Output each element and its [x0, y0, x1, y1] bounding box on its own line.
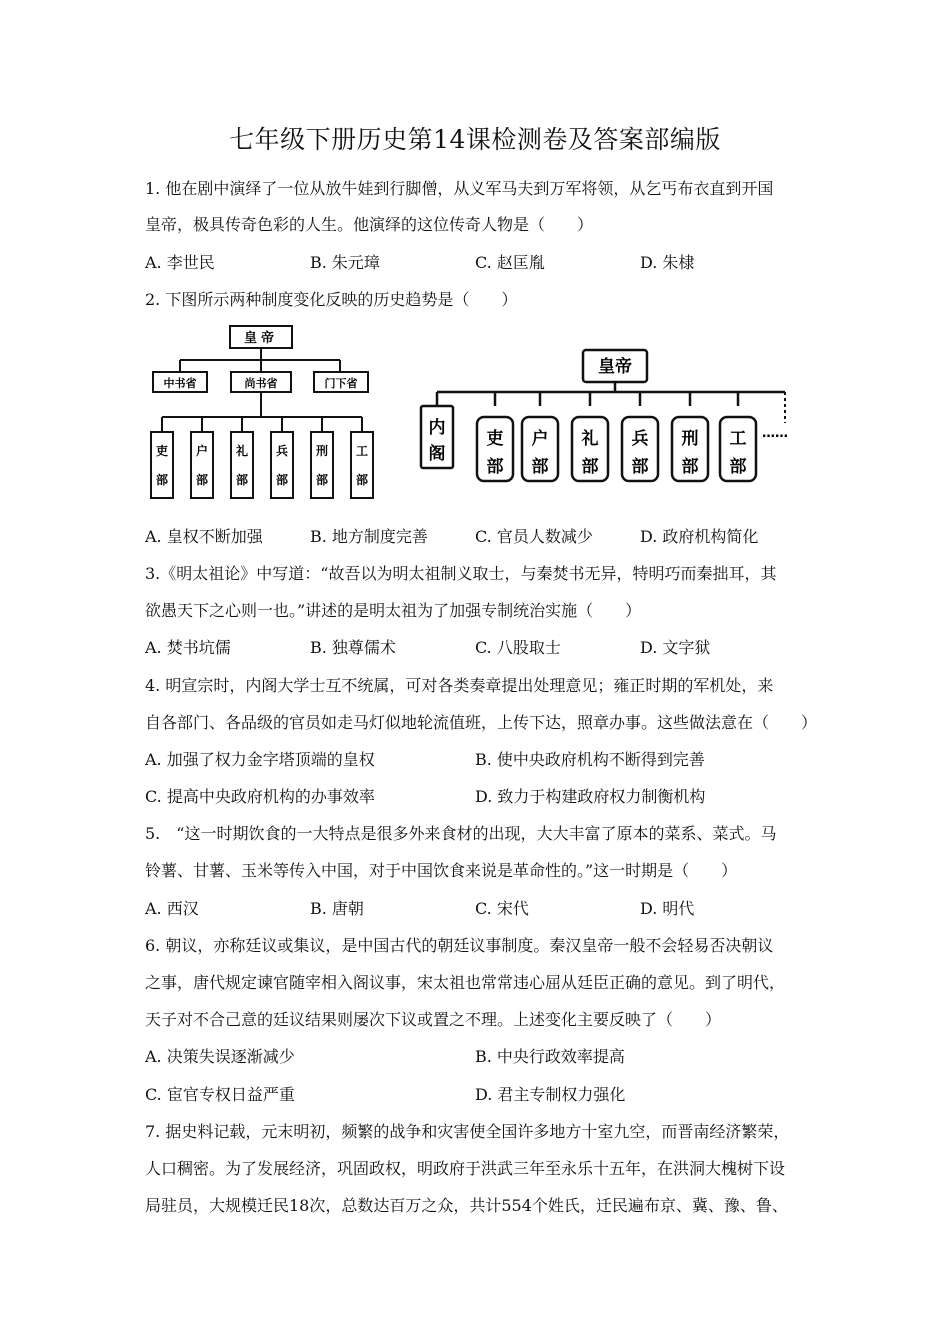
right-dept-3-char-1: 礼	[581, 429, 599, 449]
q4-option-c[interactable]: C. 提高中央政府机构的办事效率	[145, 787, 375, 806]
right-dept-1-char-2: 部	[486, 457, 504, 477]
right-dept-4-char-2: 部	[631, 457, 649, 477]
q4-option-a[interactable]: A. 加强了权力金字塔顶端的皇权	[145, 750, 375, 769]
q2-line-1: 2. 下图所示两种制度变化反映的历史趋势是（ ）	[145, 290, 518, 309]
q1-line-1: 1. 他在剧中演绎了一位从放牛娃到行脚僧，从义军马夫到万军将领，从乞丐布衣直到开国	[145, 179, 774, 198]
q5-option-d[interactable]: D. 明代	[640, 899, 695, 918]
right-dept-4-char-1: 兵	[631, 429, 649, 449]
q5-line-2: 铃薯、甘薯、玉米等传入中国，对于中国饮食来说是革命性的。”这一时期是（ ）	[145, 861, 738, 880]
q2-option-c[interactable]: C. 官员人数减少	[475, 527, 593, 546]
left-dept-3-char-2: 部	[235, 473, 249, 487]
left-dept-1-char-1: 吏	[155, 444, 169, 458]
q1-option-a[interactable]: A. 李世民	[145, 253, 215, 272]
q3-line-1: 3.《明太祖论》中写道：“故吾以为明太祖制义取士，与秦焚书无异，特明巧而秦拙耳，其	[145, 564, 777, 583]
q1-option-d[interactable]: D. 朱棣	[640, 253, 695, 272]
q6-option-b[interactable]: B. 中央行政效率提高	[475, 1047, 625, 1066]
q4-line-1: 4. 明宣宗时，内阁大学士互不统属，可对各类奏章提出处理意见；雍正时期的军机处，来	[145, 676, 774, 695]
q3-option-d[interactable]: D. 文字狱	[640, 638, 711, 657]
right-dept-1-char-1: 吏	[486, 429, 504, 449]
page-title: 七年级下册历史第14课检测卷及答案部编版	[229, 125, 721, 154]
q3-option-a[interactable]: A. 焚书坑儒	[145, 638, 231, 657]
right-dept-2-char-2: 部	[531, 457, 549, 477]
q4-option-b[interactable]: B. 使中央政府机构不断得到完善	[475, 750, 705, 769]
q3-option-b[interactable]: B. 独尊儒术	[310, 638, 396, 657]
left-dept-5-char-1: 刑	[315, 444, 329, 458]
right-ellipsis: ……	[762, 426, 788, 441]
q5-option-b[interactable]: B. 唐朝	[310, 899, 364, 918]
q6-option-d[interactable]: D. 君主专制权力强化	[475, 1085, 626, 1104]
q1-option-b[interactable]: B. 朱元璋	[310, 253, 380, 272]
q7-line-1: 7. 据史料记载，元末明初，频繁的战争和灾害使全国许多地方十室九空，而晋南经济繁荣，	[145, 1122, 790, 1141]
q2-option-a[interactable]: A. 皇权不断加强	[145, 527, 263, 546]
left-mid-label-2: 尚书省	[244, 377, 278, 390]
q5-option-a[interactable]: A. 西汉	[145, 899, 199, 918]
q4-option-d[interactable]: D. 致力于构建政府权力制衡机构	[475, 787, 706, 806]
right-dept-3-char-2: 部	[581, 457, 599, 477]
q6-line-2: 之事，唐代规定谏官随宰相入阁议事，宋太祖也常常违心屈从廷臣正确的意见。到了明代，	[145, 973, 786, 992]
q4-line-2: 自各部门、各品级的官员如走马灯似地轮流值班，上传下达，照章办事。这些做法意在（ ）	[145, 713, 818, 732]
left-dept-4-char-2: 部	[275, 473, 289, 487]
q6-line-3: 天子对不合己意的廷议结果则屡次下议或置之不理。上述变化主要反映了（ ）	[145, 1010, 722, 1029]
q5-line-1: 5. “这一时期饮食的一大特点是很多外来食材的出现，大大丰富了原本的菜系、菜式。马	[145, 824, 777, 843]
q7-line-2: 人口稠密。为了发展经济，巩固政权，明政府于洪武三年至永乐十五年，在洪洞大槐树下设	[145, 1159, 786, 1178]
left-dept-2-char-1: 户	[195, 444, 209, 458]
left-mid-label-3: 门下省	[324, 377, 358, 390]
right-dept-6-char-2: 部	[729, 457, 747, 477]
left-mid-label-1: 中书省	[163, 377, 197, 390]
q3-option-c[interactable]: C. 八股取士	[475, 638, 561, 657]
right-dept-5-char-1: 刑	[681, 429, 699, 449]
q6-option-c[interactable]: C. 宦官专权日益严重	[145, 1085, 295, 1104]
q3-line-2: 欲愚天下之心则一也。”讲述的是明太祖为了加强专制统治实施（ ）	[145, 601, 642, 620]
q5-option-c[interactable]: C. 宋代	[475, 899, 529, 918]
q2-option-b[interactable]: B. 地方制度完善	[310, 527, 428, 546]
right-dept-6-char-1: 工	[729, 429, 747, 449]
left-dept-6-char-1: 工	[355, 444, 369, 458]
left-emperor-label: 皇帝	[243, 331, 279, 346]
q1-option-c[interactable]: C. 赵匡胤	[475, 253, 545, 272]
left-dept-4-char-1: 兵	[275, 444, 289, 458]
q1-line-2: 皇帝，极具传奇色彩的人生。他演绎的这位传奇人物是（ ）	[145, 215, 594, 234]
right-cabinet-char-1: 内	[428, 418, 446, 438]
left-dept-6-char-2: 部	[355, 473, 369, 487]
q2-option-d[interactable]: D. 政府机构简化	[640, 527, 759, 546]
q6-line-1: 6. 朝议，亦称廷议或集议，是中国古代的朝廷议事制度。秦汉皇帝一般不会轻易否决朝议	[145, 936, 774, 955]
right-dept-2-char-1: 户	[531, 429, 549, 449]
government-structure-diagram	[140, 320, 820, 510]
left-dept-2-char-2: 部	[195, 473, 209, 487]
q6-option-a[interactable]: A. 决策失误逐渐减少	[145, 1047, 295, 1066]
left-dept-1-char-2: 部	[155, 473, 169, 487]
right-cabinet-char-2: 阁	[428, 444, 446, 464]
left-dept-5-char-2: 部	[315, 473, 329, 487]
left-dept-3-char-1: 礼	[235, 444, 249, 458]
right-dept-5-char-2: 部	[681, 457, 699, 477]
right-emperor-label: 皇帝	[598, 357, 632, 377]
q7-line-3: 局驻员，大规模迁民18次，总数达百万之众，共计554个姓氏，迁民遍布京、冀、豫、鲁、	[145, 1196, 788, 1215]
